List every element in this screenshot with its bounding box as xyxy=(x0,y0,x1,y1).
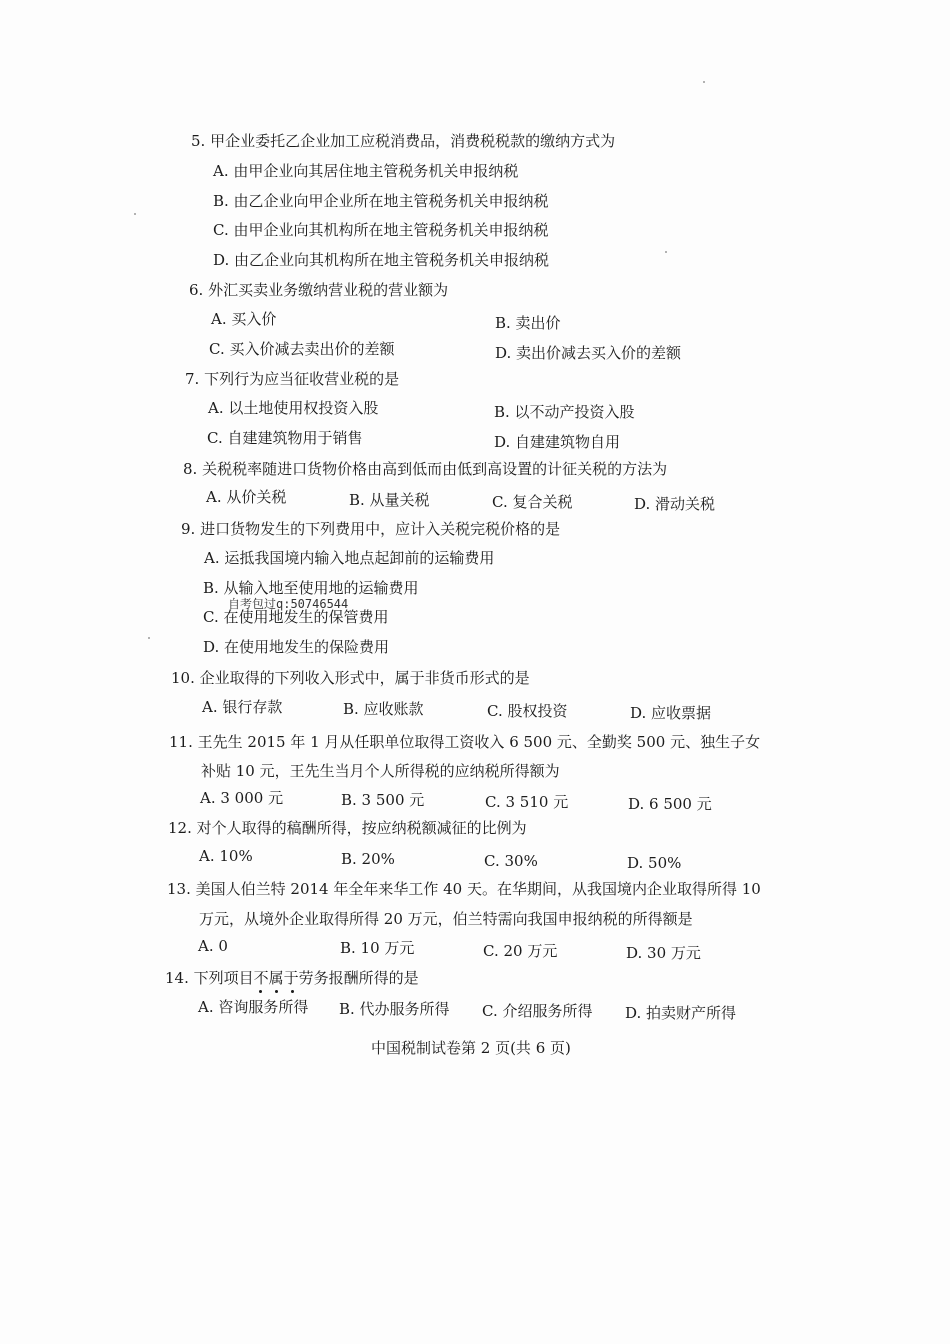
q7-option-b: B. 以不动产投资入股 xyxy=(494,403,635,421)
page-footer: 中国税制试卷第 2 页(共 6 页) xyxy=(371,1039,571,1057)
question-number: 10. xyxy=(171,669,195,687)
q10-option-c: C. 股权投资 xyxy=(487,702,568,720)
q11-option-a: A. 3 000 元 xyxy=(200,789,284,807)
q7-option-c: C. 自建建筑物用于销售 xyxy=(207,429,363,447)
q12-option-d: D. 50% xyxy=(627,854,682,872)
question-13 xyxy=(167,879,761,899)
q9-option-c: C. 在使用地发生的保管费用 xyxy=(203,608,389,626)
q12-option-a: A. 10% xyxy=(199,847,253,865)
question-stem: 王先生 2015 年 1 月从任职单位取得工资收入 6 500 元、全勤奖 500 元、独生子女 xyxy=(197,733,761,751)
question-9 xyxy=(181,519,560,539)
question-10 xyxy=(171,668,530,688)
q13-option-d: D. 30 万元 xyxy=(626,944,701,962)
question-number: 12. xyxy=(168,819,192,837)
question-11-continued: 补贴 10 元，王先生当月个人所得税的应纳税所得额为 xyxy=(201,762,560,780)
q6-option-d: D. 卖出价减去买入价的差额 xyxy=(495,344,682,362)
q8-option-a: A. 从价关税 xyxy=(206,488,287,506)
question-stem-end: 劳务报酬所得的是 xyxy=(298,969,419,987)
question-12 xyxy=(168,818,527,838)
emphasis-dot xyxy=(259,990,262,993)
scan-speck xyxy=(134,213,136,215)
q12-option-c: C. 30% xyxy=(484,852,538,870)
scan-speck xyxy=(703,81,705,83)
q12-option-b: B. 20% xyxy=(341,850,395,868)
question-stem: 甲企业委托乙企业加工应税消费品，消费税税款的缴纳方式为 xyxy=(210,132,616,150)
q5-option-c: C. 由甲企业向其机构所在地主管税务机关申报纳税 xyxy=(213,221,549,239)
q14-option-c: C. 介绍服务所得 xyxy=(482,1002,593,1020)
scan-speck xyxy=(148,637,150,639)
q11-option-b: B. 3 500 元 xyxy=(341,791,425,809)
q13-option-b: B. 10 万元 xyxy=(340,939,415,957)
question-stem: 进口货物发生的下列费用中，应计入关税完税价格的是 xyxy=(200,520,561,538)
question-stem: 下列行为应当征收营业税的是 xyxy=(204,370,400,388)
question-5 xyxy=(191,131,615,151)
question-13-continued: 万元，从境外企业取得所得 20 万元，伯兰特需向我国申报纳税的所得额是 xyxy=(199,910,693,928)
q14-option-a: A. 咨询服务所得 xyxy=(198,998,309,1016)
watermark-text: 自考包过q:50746544 xyxy=(228,597,349,611)
question-number: 14. xyxy=(165,969,189,987)
question-8 xyxy=(183,459,667,479)
emphasis-dot xyxy=(291,990,294,993)
q10-option-d: D. 应收票据 xyxy=(630,704,712,722)
q5-option-a: A. 由甲企业向其居住地主管税务机关申报纳税 xyxy=(213,162,519,180)
question-number: 8. xyxy=(183,460,198,478)
question-stem: 关税税率随进口货物价格由高到低而由低到高设置的计征关税的方法为 xyxy=(202,460,668,478)
question-number: 6. xyxy=(189,281,204,299)
question-14 xyxy=(165,968,419,988)
q13-option-a: A. 0 xyxy=(198,937,228,955)
q6-option-c: C. 买入价减去卖出价的差额 xyxy=(209,340,395,358)
question-6 xyxy=(189,280,448,300)
q10-option-b: B. 应收账款 xyxy=(343,700,424,718)
q14-option-b: B. 代办服务所得 xyxy=(339,1000,450,1018)
question-number: 7. xyxy=(185,370,200,388)
q8-option-b: B. 从量关税 xyxy=(349,491,430,509)
question-11 xyxy=(169,732,760,752)
question-stem: 美国人伯兰特 2014 年全年来华工作 40 天。在华期间，从我国境内企业取得所得 10 xyxy=(195,880,761,898)
q8-option-d: D. 滑动关税 xyxy=(634,495,716,513)
question-stem: 外汇买卖业务缴纳营业税的营业额为 xyxy=(208,281,449,299)
question-stem: 对个人取得的稿酬所得，按应纳税额减征的比例为 xyxy=(196,819,527,837)
question-number: 13. xyxy=(167,880,191,898)
emphasis-dot xyxy=(275,990,278,993)
question-number: 11. xyxy=(169,733,193,751)
question-stem-start: 下列项目 xyxy=(193,969,254,987)
q11-option-c: C. 3 510 元 xyxy=(485,793,569,811)
question-number: 5. xyxy=(191,132,206,150)
q10-option-a: A. 银行存款 xyxy=(202,698,283,716)
q5-option-d: D. 由乙企业向其机构所在地主管税务机关申报纳税 xyxy=(213,251,550,269)
q9-option-a: A. 运抵我国境内输入地点起卸前的运输费用 xyxy=(204,549,495,567)
q11-option-d: D. 6 500 元 xyxy=(628,795,712,813)
q9-option-b: B. 从输入地至使用地的运输费用 xyxy=(203,579,419,597)
emphasis-text: 不属于 xyxy=(253,969,299,987)
q5-option-b: B. 由乙企业向甲企业所在地主管税务机关申报纳税 xyxy=(213,192,549,210)
q7-option-d: D. 自建建筑物自用 xyxy=(494,433,621,451)
q8-option-c: C. 复合关税 xyxy=(492,493,573,511)
q6-option-a: A. 买入价 xyxy=(211,310,277,328)
q7-option-a: A. 以土地使用权投资入股 xyxy=(208,399,379,417)
q14-option-d: D. 拍卖财产所得 xyxy=(625,1004,737,1022)
question-stem: 企业取得的下列收入形式中，属于非货币形式的是 xyxy=(199,669,530,687)
emphasized-not xyxy=(254,969,299,987)
q6-option-b: B. 卖出价 xyxy=(495,314,561,332)
q9-option-d: D. 在使用地发生的保险费用 xyxy=(203,638,390,656)
question-number: 9. xyxy=(181,520,196,538)
q13-option-c: C. 20 万元 xyxy=(483,942,558,960)
scan-speck xyxy=(665,251,667,253)
question-7 xyxy=(185,369,399,389)
